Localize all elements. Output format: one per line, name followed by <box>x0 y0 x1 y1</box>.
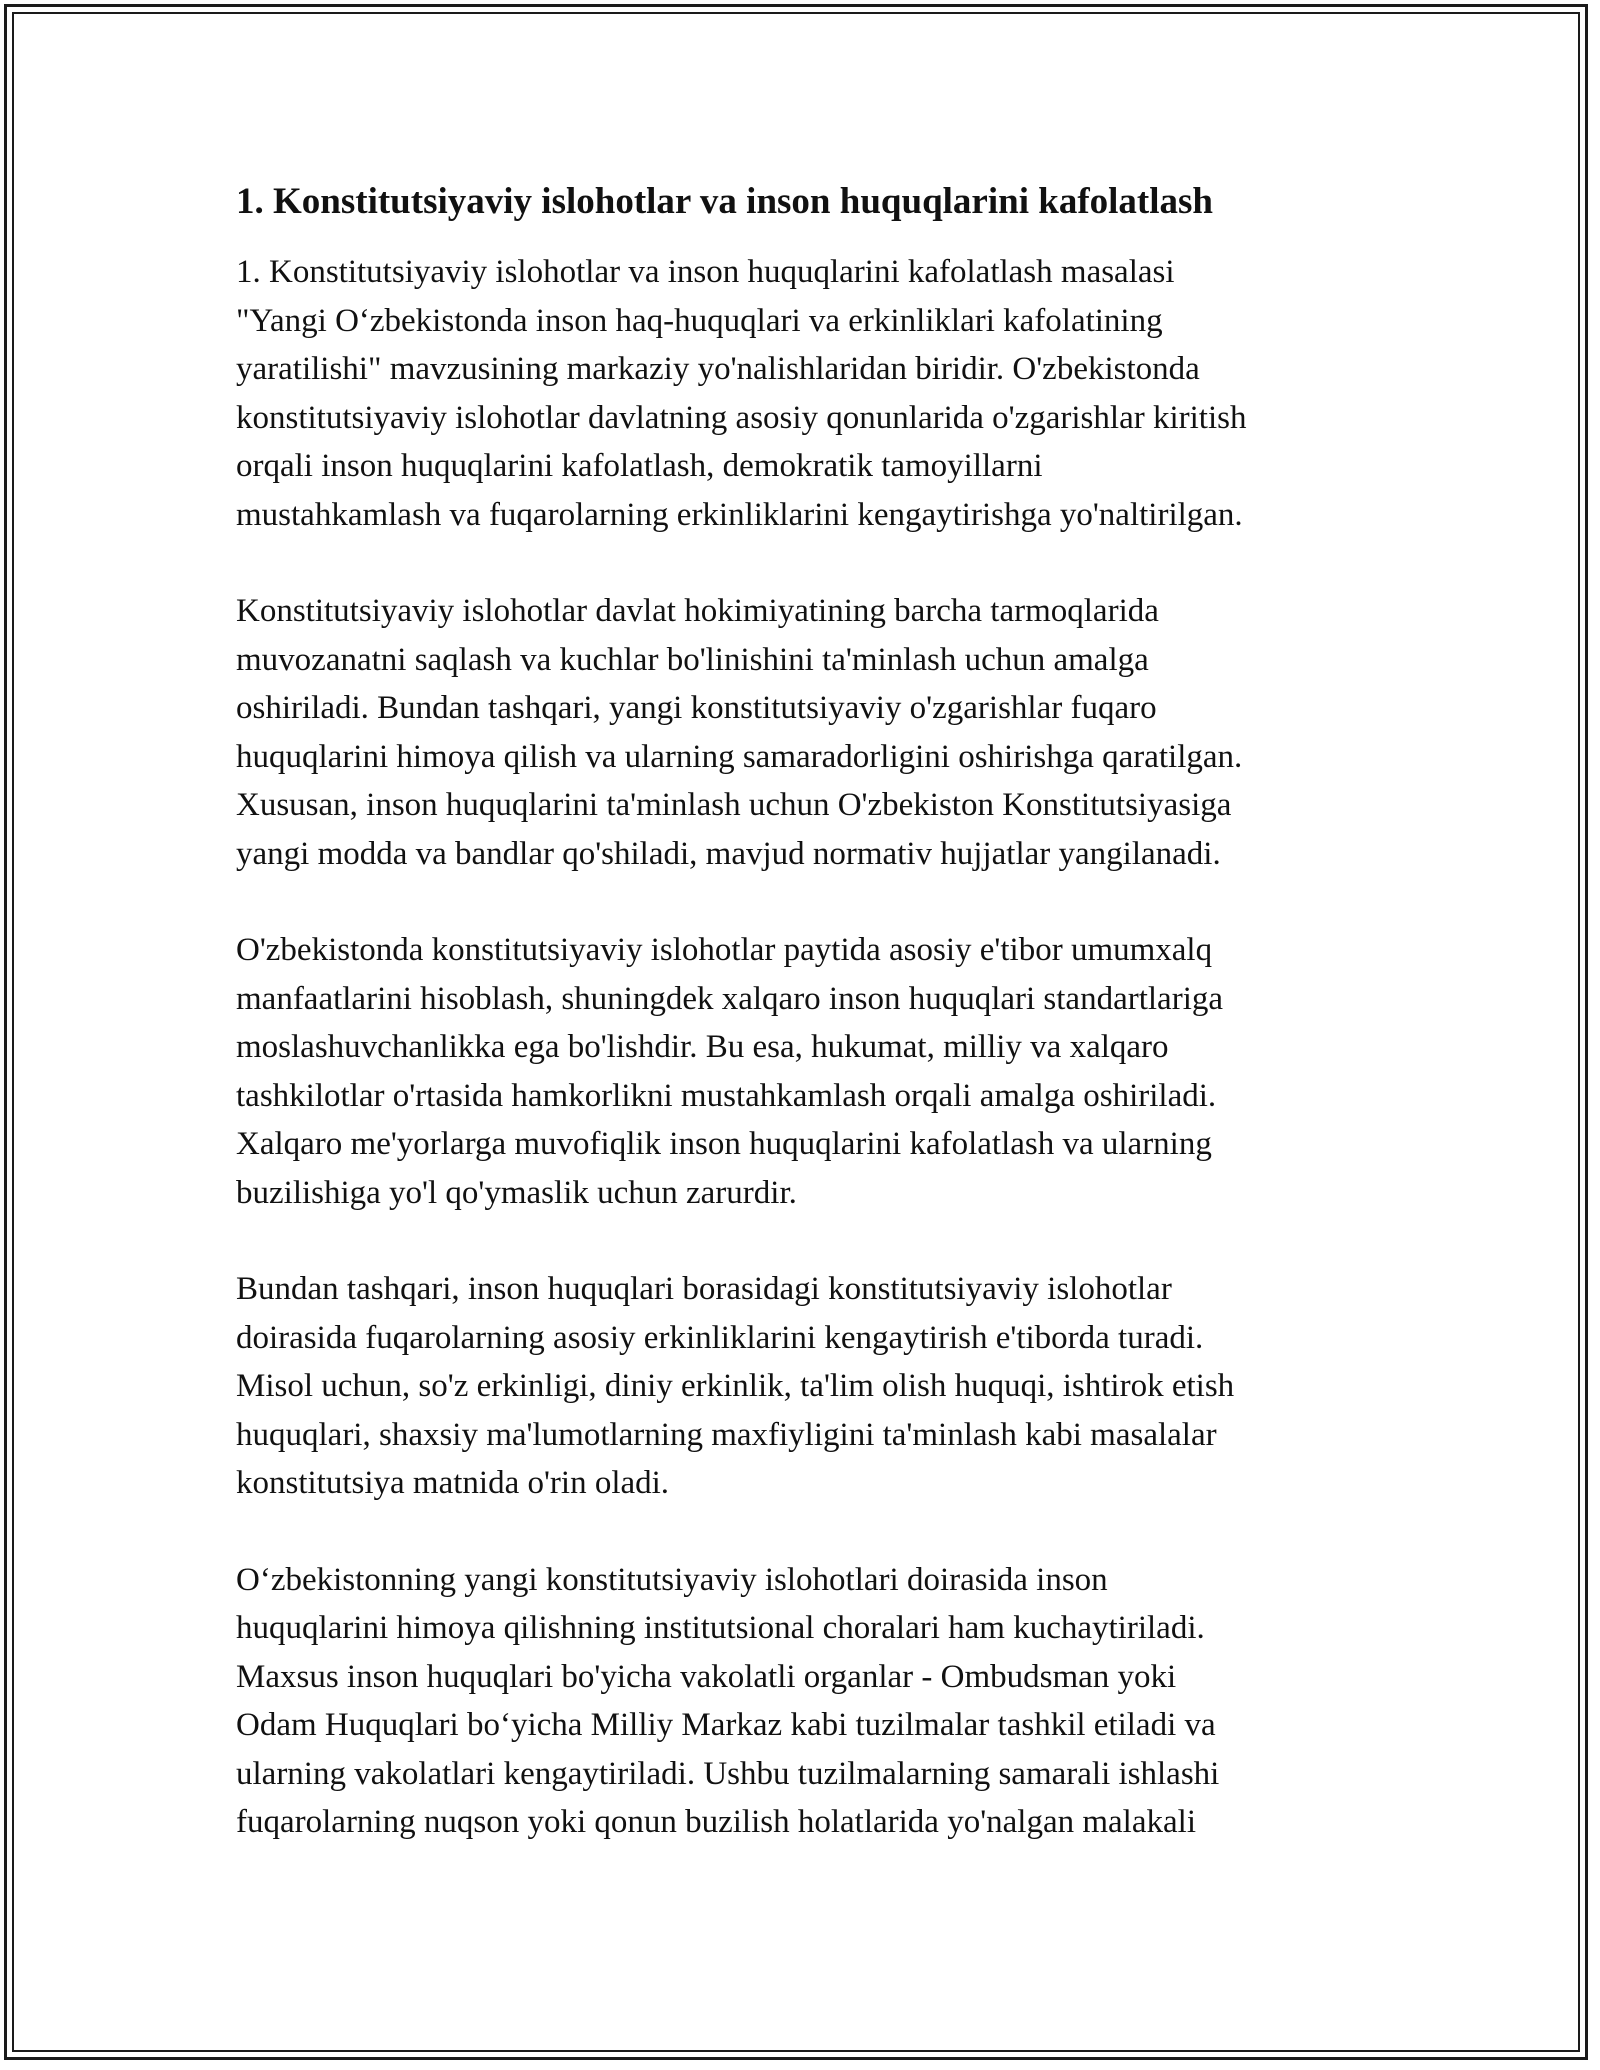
text-line: Odam Huquqlari bo‘yicha Milliy Markaz kabi tuzilmalar tashkil etiladi va <box>236 1707 1216 1743</box>
text-line: yangi modda va bandlar qo'shiladi, mavjud normativ hujjatlar yangilanadi. <box>236 835 1221 872</box>
text-line: buzilishiga yo'l qo'ymaslik uchun zarurdir. <box>236 1174 797 1211</box>
text-line: O'zbekistonda konstitutsiyaviy islohotlar paytida asosiy e'tibor umumxalq <box>236 932 1213 968</box>
text-line: konstitutsiya matnida o'rin oladi. <box>236 1465 670 1501</box>
text-line: huquqlarini himoya qilish va ularning samaradorligini oshirishga qaratilgan. <box>236 738 1243 775</box>
text-line: yaratilishi" mavzusining markaziy yo'nalishlaridan biridir. O'zbekistonda <box>236 351 1200 387</box>
paragraph-2 <box>236 587 1376 878</box>
paragraph-4 <box>236 1265 1376 1508</box>
text-line: Xalqaro me'yorlarga muvofiqlik inson huquqlarini kafolatlash va ularning <box>236 1126 1212 1162</box>
text-line: Bundan tashqari, inson huquqlari borasidagi konstitutsiyaviy islohotlar <box>236 1271 1172 1307</box>
text-line: muvozanatni saqlash va kuchlar bo'linishini ta'minlash uchun amalga <box>236 641 1149 678</box>
text-line: "Yangi O‘zbekistonda inson haq-huquqlari va erkinliklari kafolatining <box>236 302 1163 339</box>
text-line: Konstitutsiyaviy islohotlar davlat hokimiyatining barcha tarmoqlarida <box>236 593 1159 629</box>
paragraph-1 <box>236 248 1376 539</box>
section-heading: 1. Konstitutsiyaviy islohotlar va inson huquqlarini kafolatlash <box>236 181 1213 222</box>
text-line: O‘zbekistonning yangi konstitutsiyaviy islohotlari doirasida inson <box>236 1561 1108 1598</box>
text-line: oshiriladi. Bundan tashqari, yangi konstitutsiyaviy o'zgarishlar fuqaro <box>236 690 1157 726</box>
text-line: Xususan, inson huquqlarini ta'minlash uchun O'zbekiston Konstitutsiyasiga <box>236 787 1232 823</box>
text-line: doirasida fuqarolarning asosiy erkinliklarini kengaytirish e'tiborda turadi. <box>236 1319 1204 1356</box>
text-line: huquqlari, shaxsiy ma'lumotlarning maxfiyligini ta'minlash kabi masalalar <box>236 1416 1217 1453</box>
text-line: tashkilotlar o'rtasida hamkorlikni mustahkamlash orqali amalga oshiriladi. <box>236 1077 1217 1114</box>
text-line: ularning vakolatlari kengaytiriladi. Ushbu tuzilmalarning samarali ishlashi <box>236 1755 1220 1792</box>
text-line: 1. Konstitutsiyaviy islohotlar va inson huquqlarini kafolatlash masalasi <box>236 254 1175 290</box>
document-body <box>236 178 1376 1895</box>
text-line: Maxsus inson huquqlari bo'yicha vakolatli organlar - Ombudsman yoki <box>236 1658 1177 1695</box>
text-line: huquqlarini himoya qilishning institutsional choralari ham kuchaytiriladi. <box>236 1610 1205 1646</box>
text-line: orqali inson huquqlarini kafolatlash, demokratik tamoyillarni <box>236 448 1043 484</box>
text-line: manfaatlarini hisoblash, shuningdek xalqaro inson huquqlari standartlariga <box>236 980 1224 1017</box>
text-line: mustahkamlash va fuqarolarning erkinliklarini kengaytirishga yo'naltirilgan. <box>236 496 1243 533</box>
text-line: fuqarolarning nuqson yoki qonun buzilish holatlarida yo'nalgan malakali <box>236 1804 1196 1840</box>
paragraph-3 <box>236 926 1376 1217</box>
text-line: moslashuvchanlikka ega bo'lishdir. Bu esa, hukumat, milliy va xalqaro <box>236 1029 1169 1065</box>
text-line: Misol uchun, so'z erkinligi, diniy erkinlik, ta'lim olish huquqi, ishtirok etish <box>236 1368 1235 1404</box>
text-line: konstitutsiyaviy islohotlar davlatning asosiy qonunlarida o'zgarishlar kiritish <box>236 399 1247 436</box>
paragraph-5 <box>236 1556 1376 1847</box>
